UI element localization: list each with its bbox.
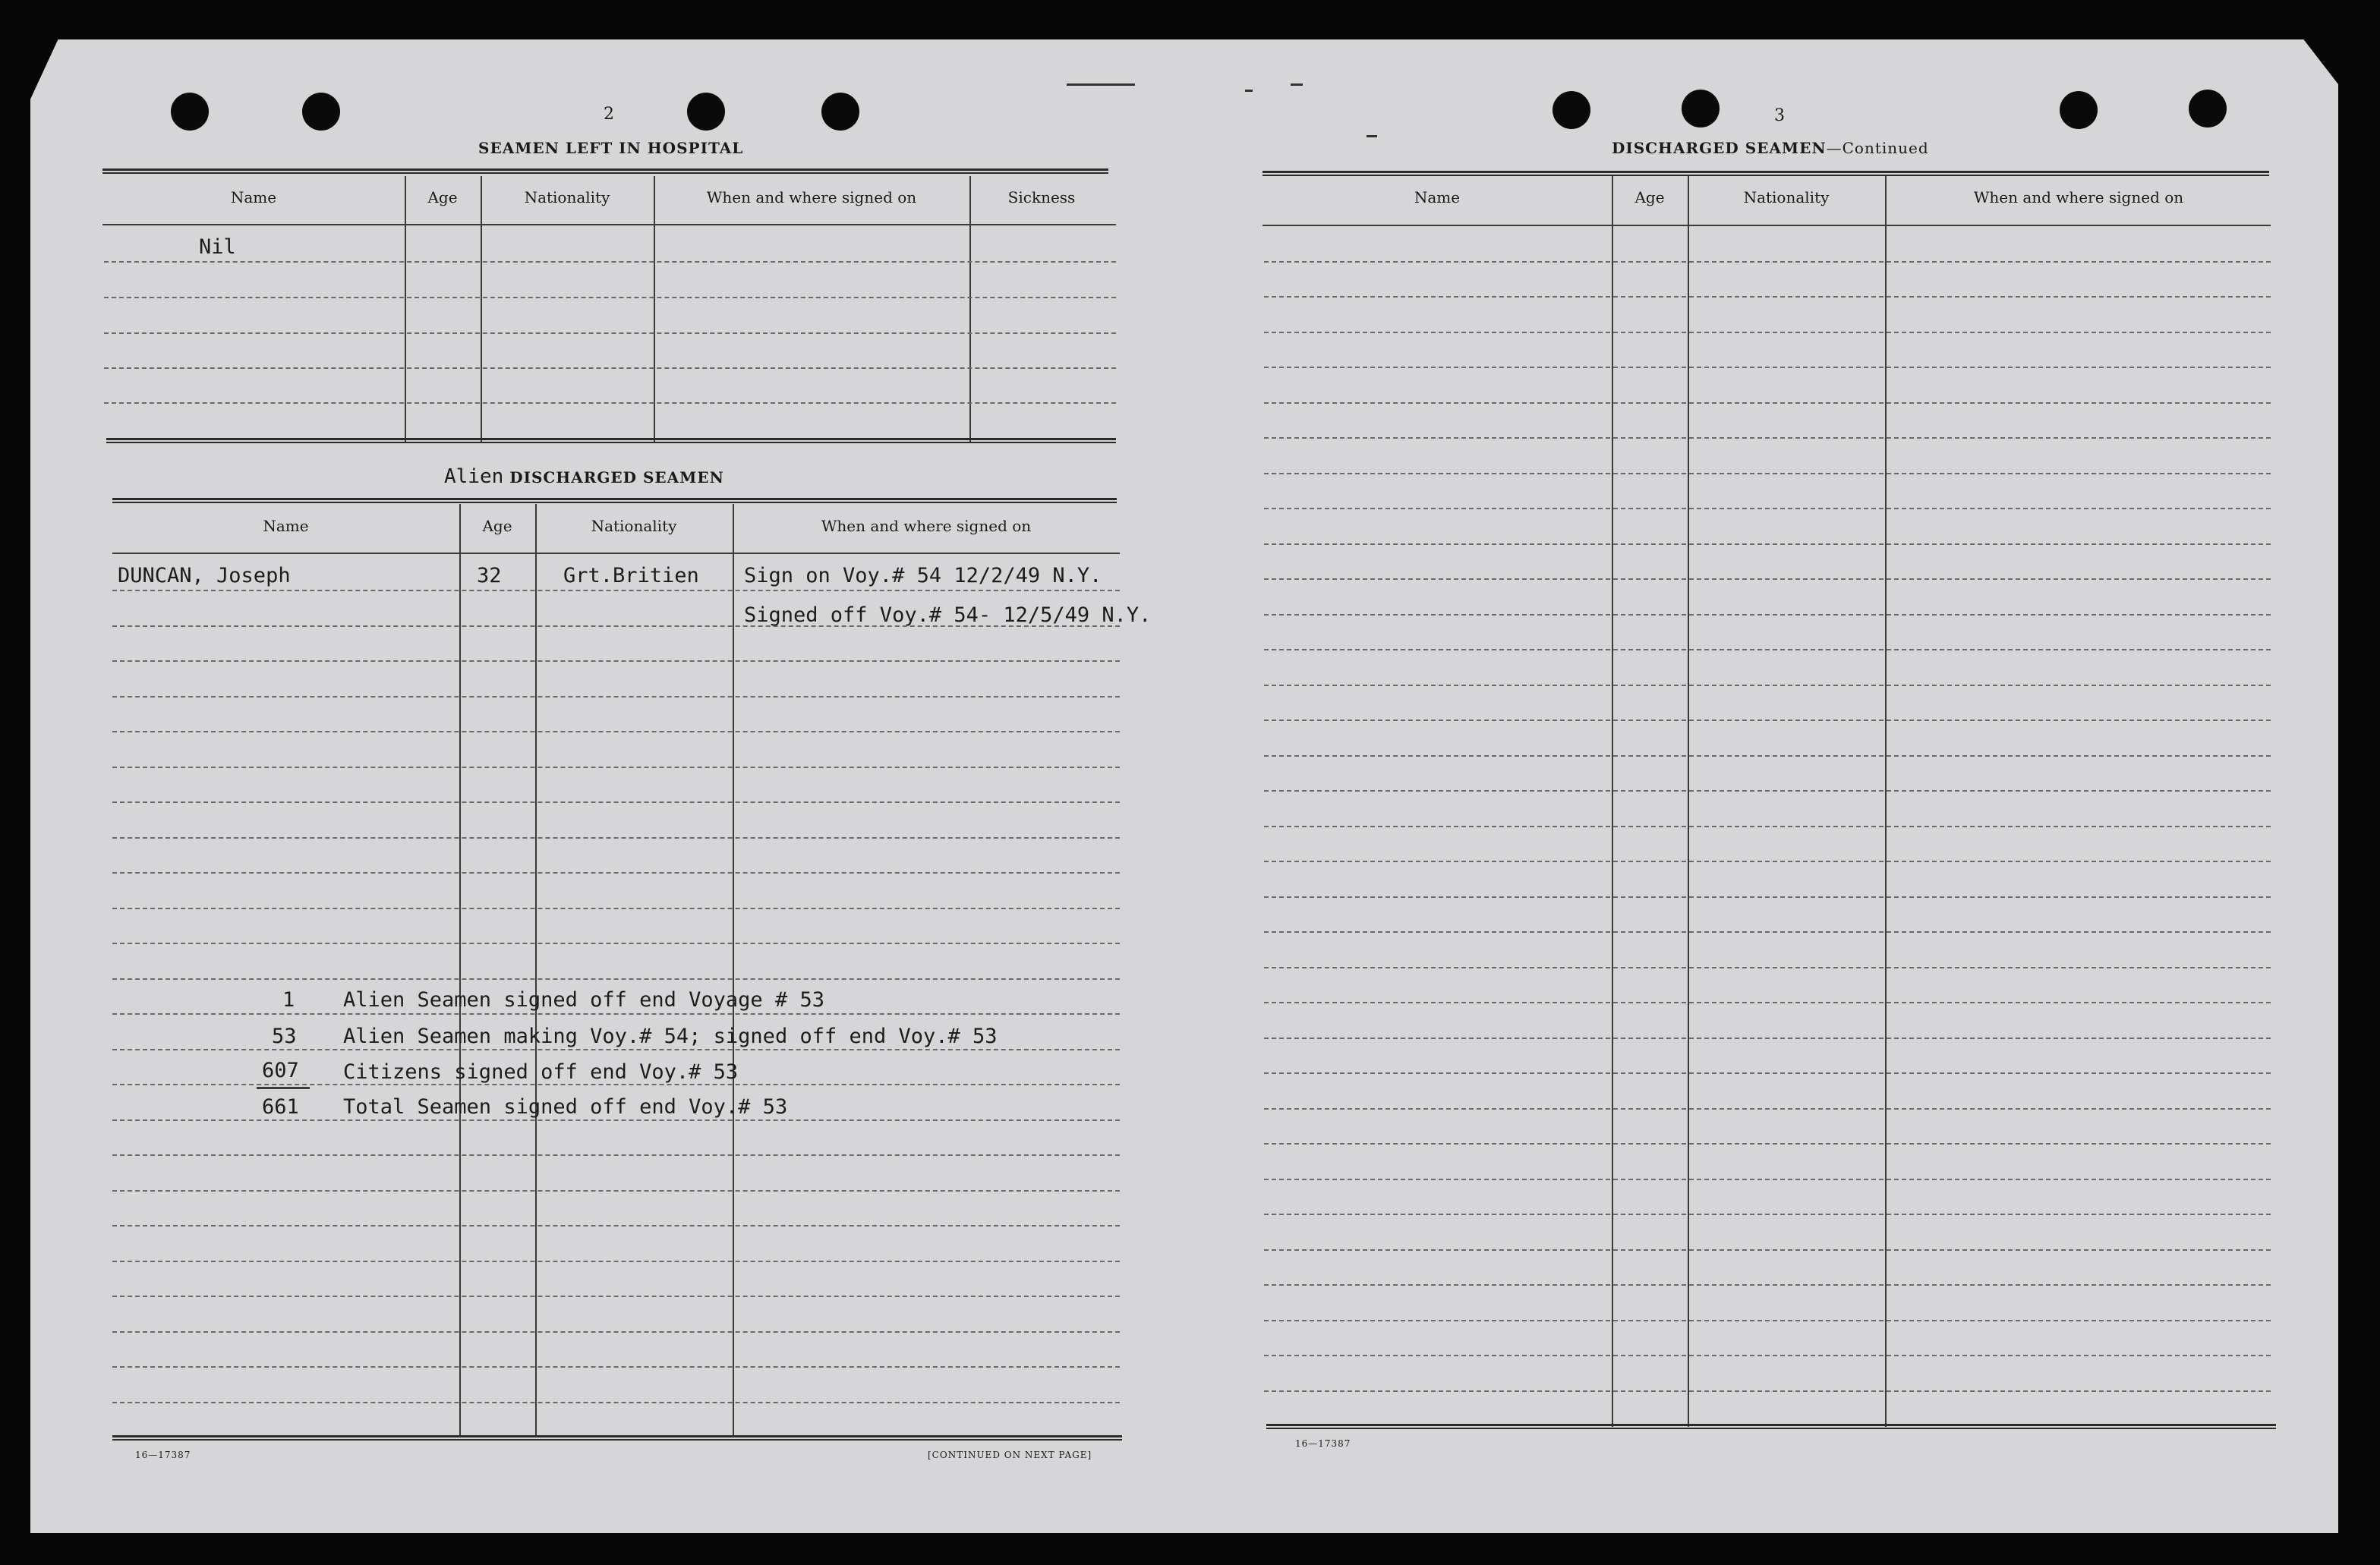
right-col-divider <box>1612 176 1613 1427</box>
punch-hole <box>2060 91 2098 129</box>
summary-count: 607 <box>262 1059 299 1082</box>
form-number-right: 16—17387 <box>1295 1438 1351 1449</box>
punch-hole <box>302 93 340 131</box>
right-row-line <box>1264 826 2271 827</box>
punch-hole <box>1553 91 1590 129</box>
hospital-row-line <box>104 297 1116 298</box>
right-header-rule <box>1263 225 2271 226</box>
right-row-line <box>1264 1390 2271 1392</box>
discharged-col-age: Age <box>482 517 512 535</box>
discharged-row-line <box>112 801 1120 803</box>
discharged-section-title <box>444 465 724 488</box>
right-row-line <box>1264 367 2271 368</box>
right-row-line <box>1264 931 2271 933</box>
page-number-left: 2 <box>604 105 614 124</box>
hospital-col-age: Age <box>427 188 458 206</box>
discharged-row-line <box>112 1331 1120 1333</box>
right-row-line <box>1264 1143 2271 1145</box>
page-number-right: 3 <box>1774 106 1785 125</box>
hospital-row-line <box>104 367 1116 369</box>
right-bottom-rule <box>1266 1424 2276 1429</box>
discharged-row-line <box>112 1013 1120 1015</box>
hospital-col-signed-on: When and where signed on <box>706 188 917 206</box>
right-row-line <box>1264 543 2271 545</box>
summary-text: Alien Seamen signed off end Voyage # 53 <box>343 988 824 1012</box>
discharged-header-rule <box>112 553 1120 554</box>
right-col-name: Name <box>1414 188 1461 206</box>
discharged-col-name: Name <box>263 517 309 535</box>
right-row-line <box>1264 1002 2271 1003</box>
ink-smudge <box>1067 83 1135 86</box>
punch-hole <box>687 93 725 131</box>
document-sheet <box>30 39 2338 1533</box>
right-row-line <box>1264 649 2271 650</box>
right-top-rule <box>1263 171 2269 176</box>
right-row-line <box>1264 508 2271 509</box>
ink-smudge <box>1245 90 1253 92</box>
discharged-row-line <box>112 1190 1120 1192</box>
summary-count: 661 <box>262 1095 299 1119</box>
discharged-row-line <box>112 731 1120 732</box>
right-row-line <box>1264 296 2271 298</box>
right-row-line <box>1264 685 2271 686</box>
punch-hole <box>1682 90 1720 128</box>
hospital-row-line <box>104 332 1116 334</box>
seaman-age: 32 <box>477 564 502 587</box>
hospital-col-name: Name <box>230 188 277 206</box>
discharged-row-line <box>112 943 1120 944</box>
right-row-line <box>1264 896 2271 898</box>
ink-smudge <box>1291 83 1303 86</box>
discharged-row-line <box>112 696 1120 697</box>
right-row-line <box>1264 967 2271 968</box>
seaman-signed-on: Sign on Voy.# 54 12/2/49 N.Y. <box>744 564 1102 587</box>
discharged-col-divider <box>459 504 461 1437</box>
discharged-row-line <box>112 1154 1120 1156</box>
right-row-line <box>1264 261 2271 263</box>
hospital-row-line <box>104 402 1116 404</box>
discharged-row-line <box>112 1119 1120 1121</box>
right-row-line <box>1264 1038 2271 1039</box>
right-row-line <box>1264 1320 2271 1321</box>
discharged-bottom-rule <box>112 1435 1122 1441</box>
right-col-nationality: Nationality <box>1743 188 1830 206</box>
discharged-col-nationality: Nationality <box>591 517 677 535</box>
discharged-col-signed-on: When and where signed on <box>821 517 1032 535</box>
right-row-line <box>1264 437 2271 439</box>
discharged-row-line <box>112 767 1120 768</box>
form-number-left: 16—17387 <box>135 1450 191 1460</box>
seaman-signed-off: Signed off Voy.# 54- 12/5/49 N.Y. <box>744 603 1152 627</box>
summary-underline <box>257 1087 310 1089</box>
seaman-name: DUNCAN, Joseph <box>118 564 291 587</box>
right-col-divider <box>1688 176 1689 1427</box>
right-row-line <box>1264 332 2271 333</box>
discharged-row-line <box>112 590 1120 591</box>
punch-hole <box>171 93 209 131</box>
discharged-row-line <box>112 1084 1120 1085</box>
right-row-line <box>1264 1108 2271 1110</box>
discharged-row-line <box>112 1261 1120 1262</box>
discharged-continued-title <box>1612 139 1929 157</box>
summary-text: Total Seamen signed off end Voy.# 53 <box>343 1095 788 1119</box>
discharged-row-line <box>112 908 1120 909</box>
hospital-nil-entry: Nil <box>199 235 236 259</box>
right-row-line <box>1264 1214 2271 1215</box>
hospital-col-sickness: Sickness <box>1007 188 1076 206</box>
discharged-continued-title-text: DISCHARGED SEAMEN <box>1612 139 1827 157</box>
right-row-line <box>1264 720 2271 721</box>
right-col-signed-on: When and where signed on <box>1973 188 2184 206</box>
punch-hole <box>2189 90 2227 128</box>
summary-count: 53 <box>272 1025 297 1048</box>
hospital-row-line <box>104 261 1116 263</box>
discharged-title-text: DISCHARGED SEAMEN <box>509 468 724 487</box>
right-row-line <box>1264 1355 2271 1356</box>
right-row-line <box>1264 578 2271 580</box>
right-row-line <box>1264 1179 2271 1180</box>
discharged-row-line <box>112 978 1120 980</box>
right-row-line <box>1264 473 2271 474</box>
continued-suffix: —Continued <box>1826 139 1929 157</box>
right-row-line <box>1264 790 2271 792</box>
right-col-age: Age <box>1634 188 1665 206</box>
right-row-line <box>1264 402 2271 404</box>
discharged-col-divider <box>733 504 734 1437</box>
continued-note: [CONTINUED ON NEXT PAGE] <box>928 1450 1092 1460</box>
right-row-line <box>1264 861 2271 862</box>
right-row-line <box>1264 1072 2271 1074</box>
right-row-line <box>1264 614 2271 616</box>
right-row-line <box>1264 1249 2271 1251</box>
hospital-col-nationality: Nationality <box>524 188 610 206</box>
discharged-top-rule <box>112 498 1117 503</box>
seaman-nationality: Grt.Britien <box>563 564 699 587</box>
ink-smudge <box>1367 135 1377 137</box>
hospital-header-rule <box>102 224 1116 225</box>
hospital-bottom-rule <box>106 438 1116 443</box>
alien-typed-label: Alien <box>444 465 504 488</box>
summary-text: Citizens signed off end Voy.# 53 <box>343 1060 739 1084</box>
right-col-divider <box>1885 176 1887 1427</box>
discharged-row-line <box>112 1366 1120 1368</box>
right-row-line <box>1264 1284 2271 1286</box>
right-row-line <box>1264 755 2271 757</box>
discharged-row-line <box>112 660 1120 662</box>
punch-hole <box>821 93 859 131</box>
summary-count: 1 <box>282 988 295 1012</box>
discharged-row-line <box>112 837 1120 839</box>
hospital-section-title: SEAMEN LEFT IN HOSPITAL <box>478 139 744 157</box>
summary-text: Alien Seamen making Voy.# 54; signed off end Voy.# 53 <box>343 1025 998 1048</box>
discharged-row-line <box>112 1049 1120 1050</box>
discharged-col-divider <box>535 504 537 1437</box>
discharged-row-line <box>112 872 1120 874</box>
hospital-top-rule <box>102 168 1108 174</box>
discharged-row-line <box>112 1402 1120 1403</box>
discharged-row-line <box>112 1225 1120 1226</box>
discharged-row-line <box>112 1296 1120 1297</box>
